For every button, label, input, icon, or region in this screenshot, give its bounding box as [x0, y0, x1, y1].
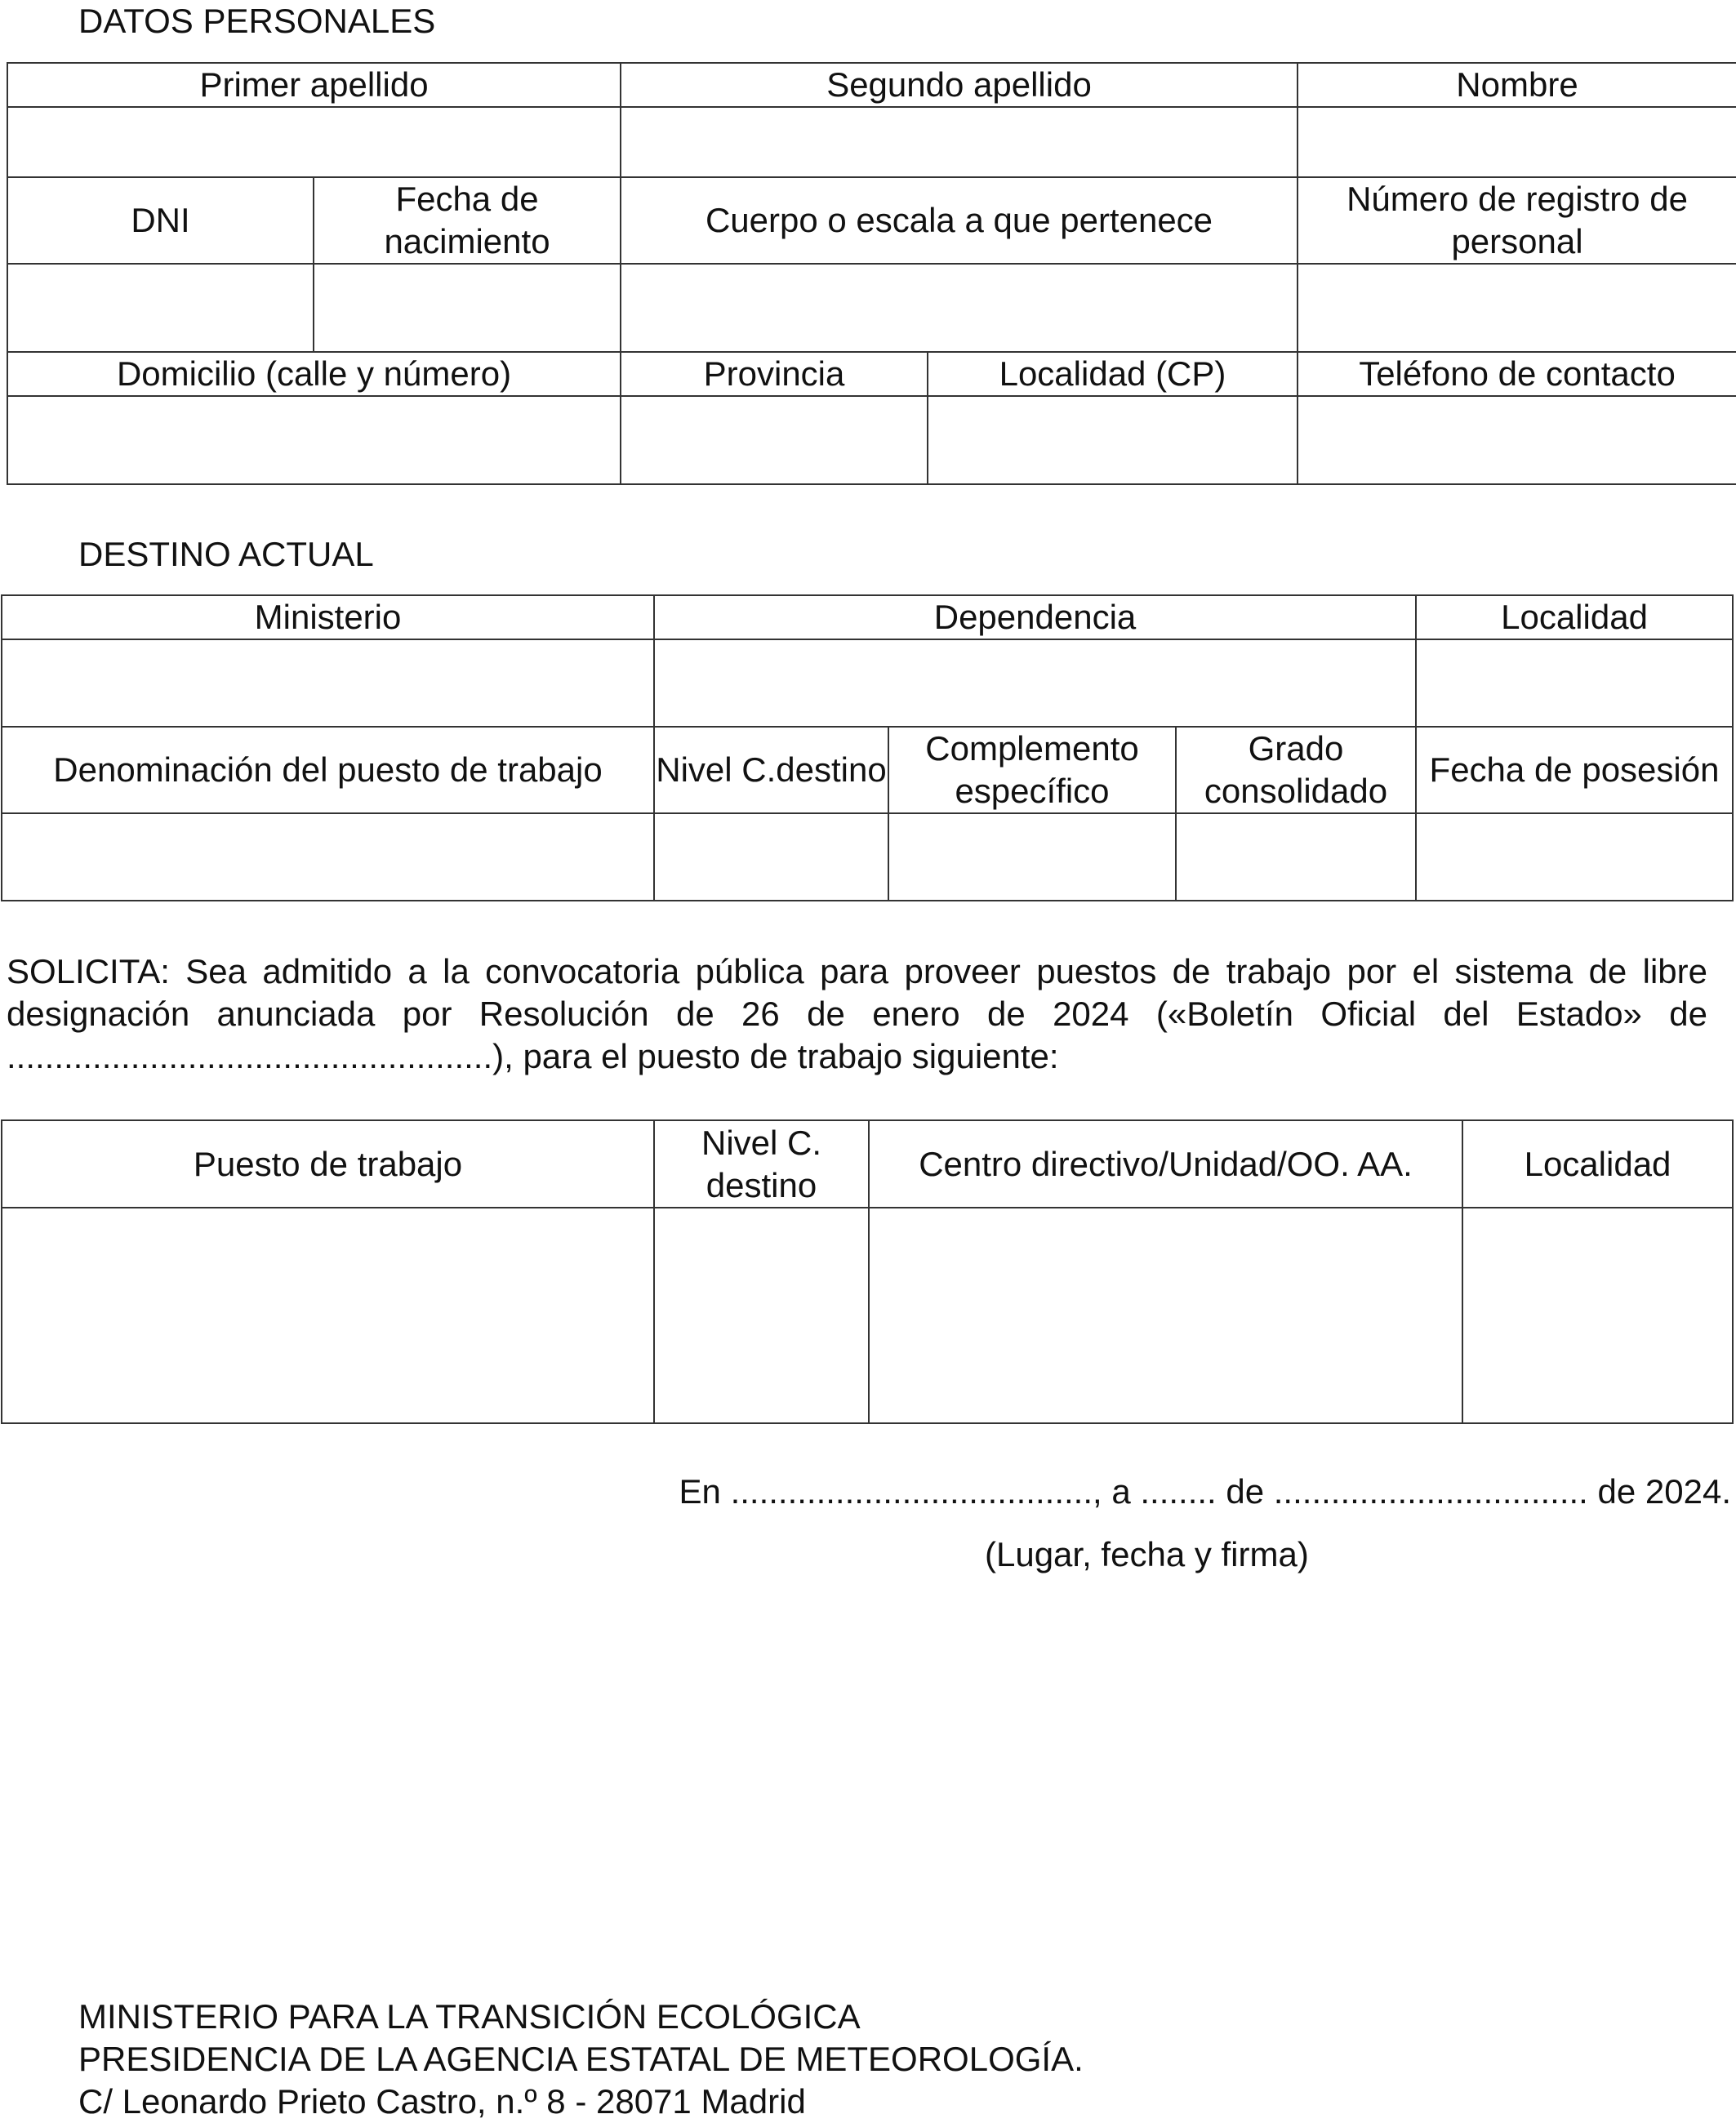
footer-ministerio: MINISTERIO PARA LA TRANSICIÓN ECOLÓGICA — [78, 1997, 861, 2036]
header-ministerio: Ministerio — [2, 595, 654, 639]
field-domicilio[interactable] — [7, 396, 621, 484]
header-localidad: Localidad — [1416, 595, 1733, 639]
field-dni[interactable] — [7, 264, 314, 352]
field-localidad[interactable] — [1416, 639, 1733, 727]
header-dni: DNI — [7, 177, 314, 264]
field-segundo-apellido[interactable] — [621, 107, 1298, 177]
field-localidad-cp[interactable] — [928, 396, 1298, 484]
field-localidad-puesto[interactable] — [1462, 1208, 1733, 1423]
header-grado-consolidado: Grado consolidado — [1176, 727, 1416, 813]
header-nivel-cdestino: Nivel C.destino — [654, 727, 888, 813]
header-puesto-trabajo: Puesto de trabajo — [2, 1120, 654, 1208]
field-numero-registro[interactable] — [1298, 264, 1736, 352]
header-segundo-apellido: Segundo apellido — [621, 63, 1298, 107]
field-nivel-c-destino[interactable] — [654, 1208, 869, 1423]
header-nombre: Nombre — [1298, 63, 1736, 107]
field-centro-directivo[interactable] — [869, 1208, 1462, 1423]
field-cuerpo-escala[interactable] — [621, 264, 1298, 352]
destino-actual-table — [1, 594, 1734, 901]
header-provincia: Provincia — [621, 352, 928, 396]
footer-address — [78, 1996, 1084, 2123]
solicita-paragraph: SOLICITA: Sea admitido a la convocatoria pública para proveer puestos de trabajo por el sistema de libre designación anunciada por Resolución de 26 de enero de 2024 («Boletín Oficial del Estado» de ...................................................), para el puesto de trabajo siguiente: — [7, 952, 1707, 1075]
header-primer-apellido: Primer apellido — [7, 63, 621, 107]
field-fecha-posesion[interactable] — [1416, 813, 1733, 901]
section-title-destino-actual: DESTINO ACTUAL — [78, 535, 374, 573]
header-fecha-posesion: Fecha de posesión — [1416, 727, 1733, 813]
field-fecha-nacimiento[interactable] — [314, 264, 621, 352]
field-ministerio[interactable] — [2, 639, 654, 727]
field-nombre[interactable] — [1298, 107, 1736, 177]
header-numero-registro: Número de registro de personal — [1298, 177, 1736, 264]
header-complemento-especifico: Complemento específico — [888, 727, 1176, 813]
field-dependencia[interactable] — [654, 639, 1416, 727]
header-cuerpo-escala: Cuerpo o escala a que pertenece — [621, 177, 1298, 264]
header-localidad-puesto: Localidad — [1462, 1120, 1733, 1208]
field-provincia[interactable] — [621, 396, 928, 484]
header-centro-directivo: Centro directivo/Unidad/OO. AA. — [869, 1120, 1462, 1208]
header-domicilio: Domicilio (calle y número) — [7, 352, 621, 396]
header-localidad-cp: Localidad (CP) — [928, 352, 1298, 396]
header-telefono: Teléfono de contacto — [1298, 352, 1736, 396]
header-dependencia: Dependencia — [654, 595, 1416, 639]
header-nivel-c-destino: Nivel C. destino — [654, 1120, 869, 1208]
lugar-fecha-firma-caption: (Lugar, fecha y firma) — [985, 1535, 1309, 1573]
field-nivel-cdestino[interactable] — [654, 813, 888, 901]
field-grado-consolidado[interactable] — [1176, 813, 1416, 901]
footer-direccion: C/ Leonardo Prieto Castro, n.º 8 - 28071 Madrid — [78, 2082, 806, 2121]
field-denominacion-puesto[interactable] — [2, 813, 654, 901]
lugar-fecha-line: En ......................................, a ........ de ................................. de 2024. — [679, 1472, 1731, 1511]
field-primer-apellido[interactable] — [7, 107, 621, 177]
datos-personales-table — [7, 62, 1736, 485]
field-telefono[interactable] — [1298, 396, 1736, 484]
puesto-solicitado-table — [1, 1119, 1734, 1424]
field-complemento-especifico[interactable] — [888, 813, 1176, 901]
section-title-datos-personales: DATOS PERSONALES — [78, 2, 436, 40]
field-puesto-trabajo[interactable] — [2, 1208, 654, 1423]
header-fecha-nacimiento: Fecha de nacimiento — [314, 177, 621, 264]
footer-presidencia: PRESIDENCIA DE LA AGENCIA ESTATAL DE METEOROLOGÍA. — [78, 2040, 1084, 2078]
header-denominacion-puesto: Denominación del puesto de trabajo — [2, 727, 654, 813]
